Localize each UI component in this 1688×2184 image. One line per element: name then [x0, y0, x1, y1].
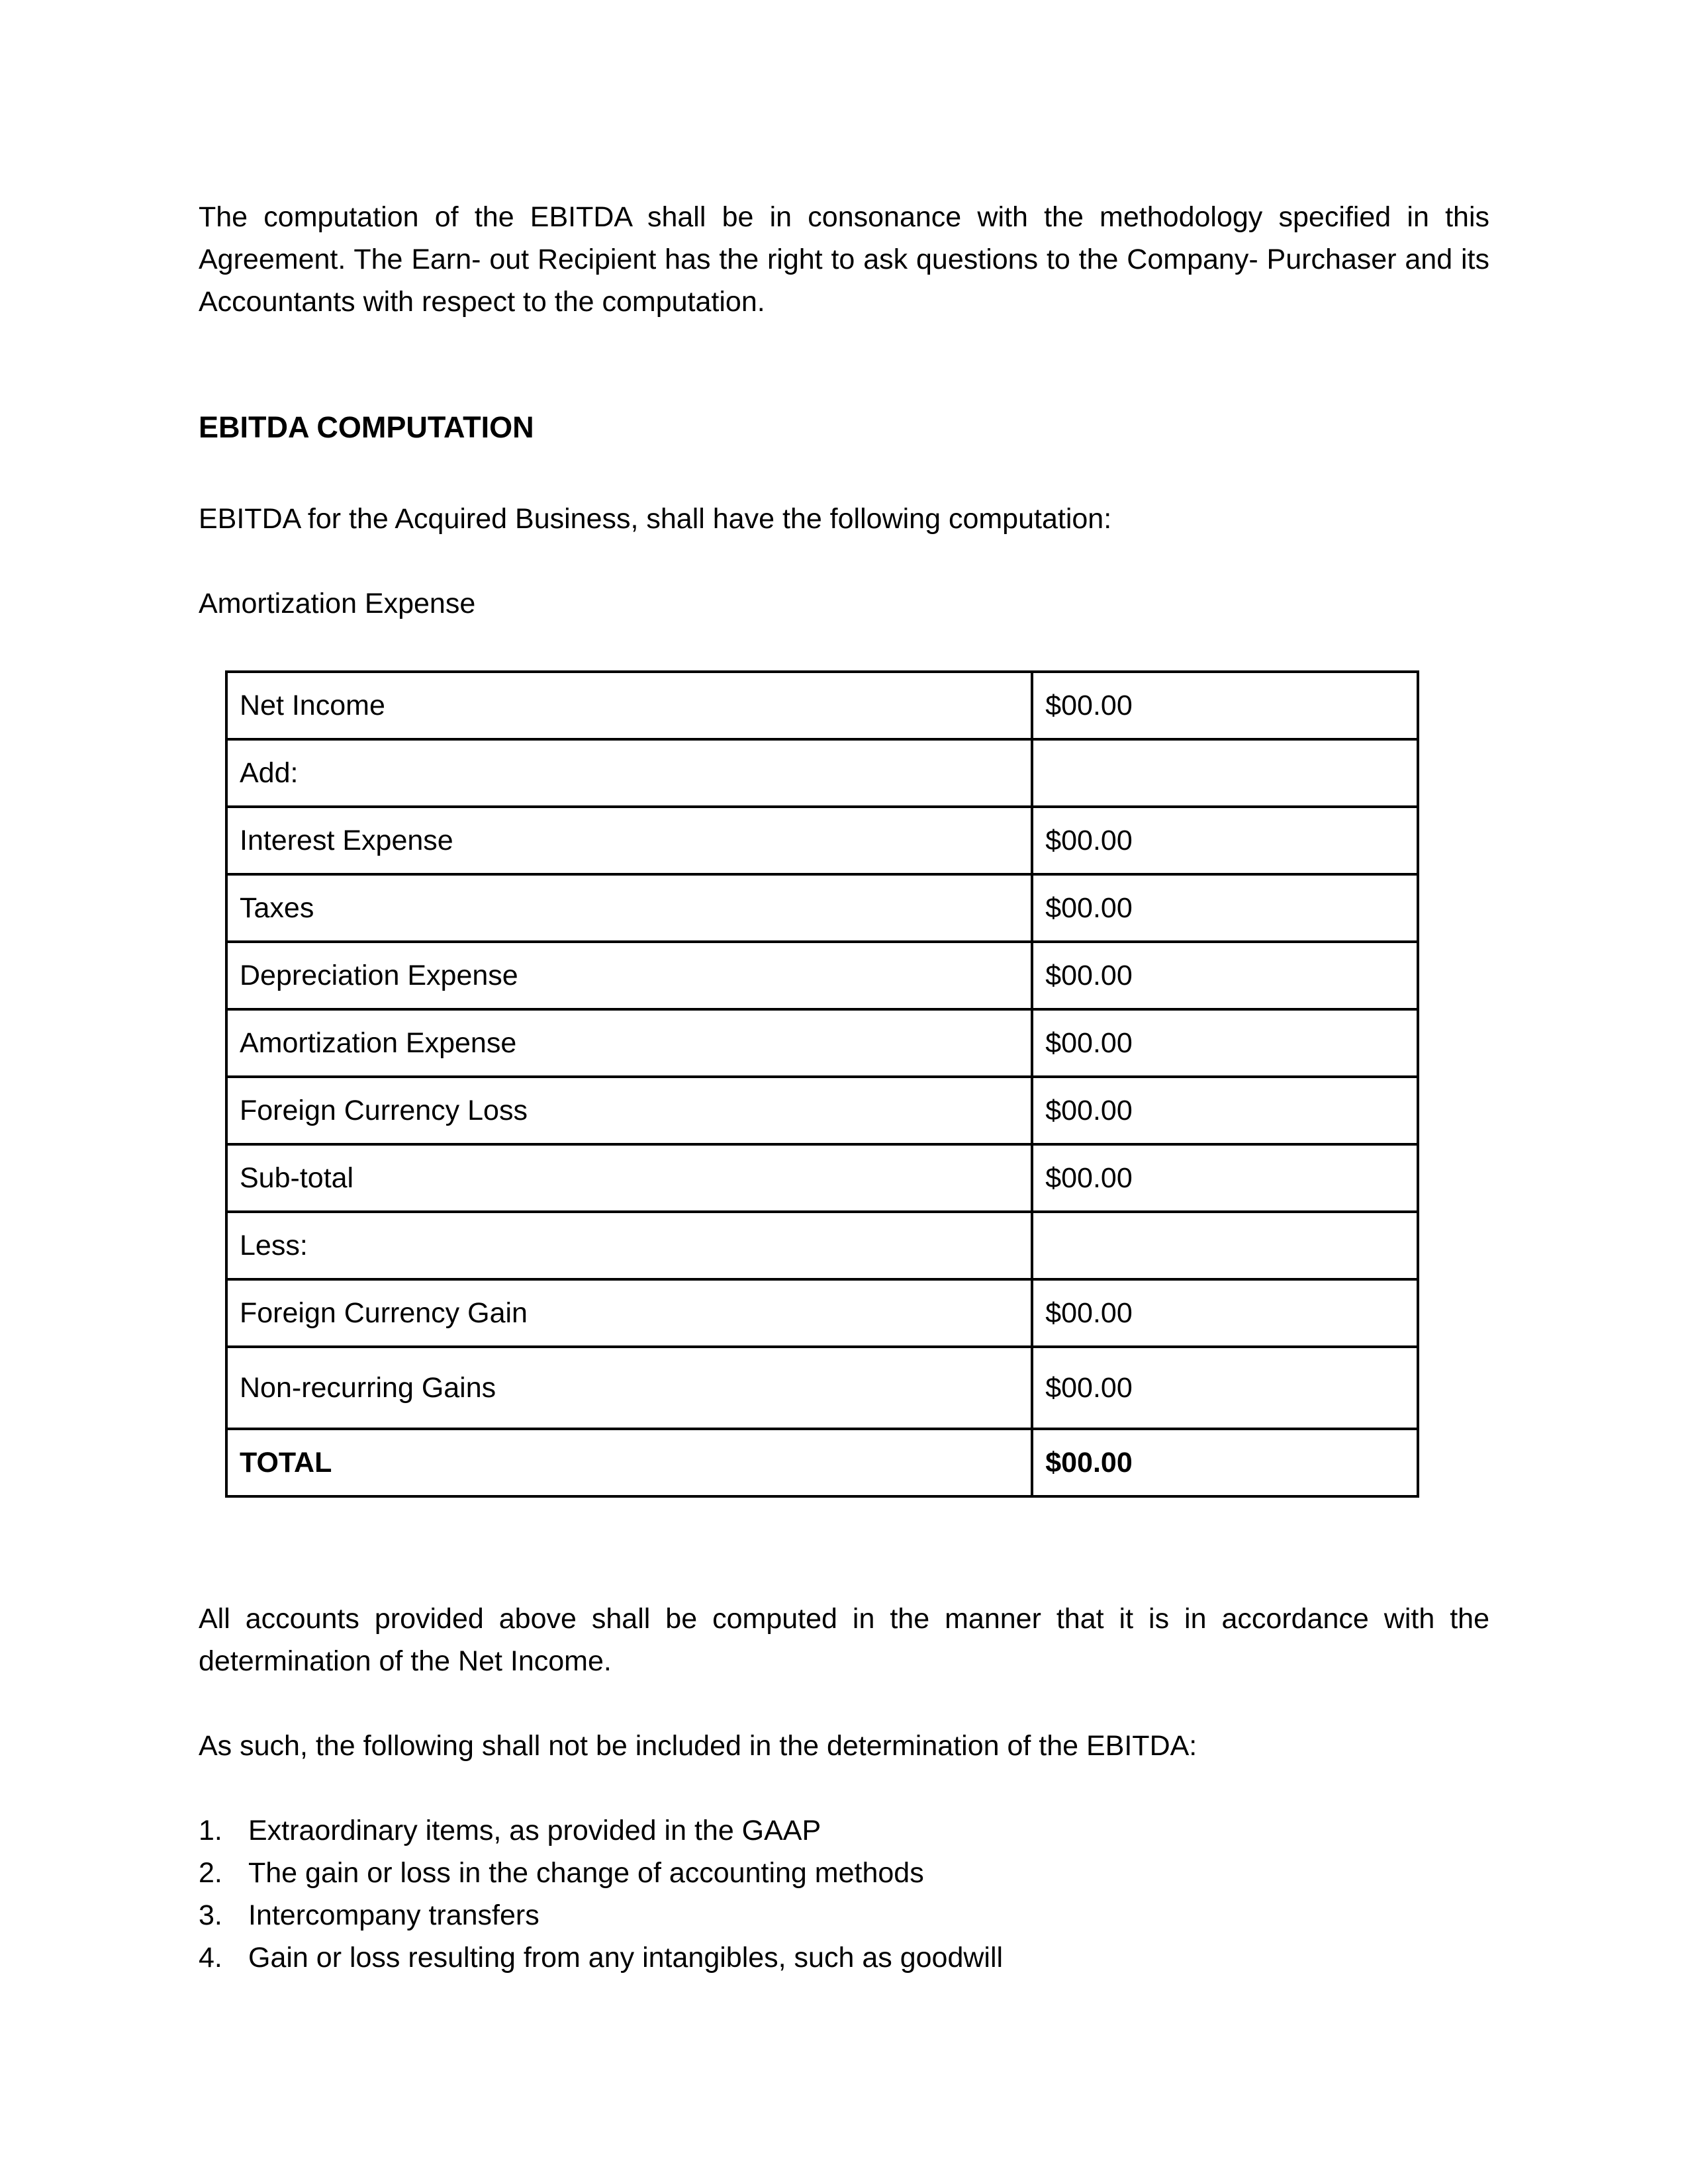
- intro-paragraph: The computation of the EBITDA shall be in consonance with the methodology specified in this Agreement. The Earn- out Recipient has the right to ask questions to the Company- Purchaser and its Accountants with respect to the computation.: [199, 201, 1489, 318]
- exclusions-list: [199, 1809, 1003, 1979]
- total-label: TOTAL: [226, 1429, 1032, 1496]
- section-heading: EBITDA COMPUTATION: [199, 410, 534, 444]
- row-label: Sub-total: [226, 1144, 1032, 1212]
- list-item: [199, 1809, 1003, 1852]
- row-value: $00.00: [1032, 1279, 1418, 1347]
- table-row: [226, 1212, 1418, 1279]
- row-value: $00.00: [1032, 1144, 1418, 1212]
- row-label: Net Income: [226, 672, 1032, 739]
- list-item: [199, 1894, 1003, 1936]
- row-label: Non-recurring Gains: [226, 1347, 1032, 1429]
- table-row: [226, 1144, 1418, 1212]
- row-value: $00.00: [1032, 1077, 1418, 1144]
- table-row: [226, 672, 1418, 739]
- table-row: [226, 1077, 1418, 1144]
- row-value: $00.00: [1032, 672, 1418, 739]
- row-label: Taxes: [226, 874, 1032, 942]
- list-number: 1.: [199, 1815, 222, 1846]
- ebitda-table: [225, 670, 1419, 1498]
- table-row: [226, 1279, 1418, 1347]
- exclusions-intro-paragraph: As such, the following shall not be included in the determination of the EBITDA:: [199, 1730, 1197, 1762]
- lead-paragraph: EBITDA for the Acquired Business, shall have the following computation:: [199, 503, 1112, 535]
- row-value: [1032, 739, 1418, 807]
- row-value: $00.00: [1032, 874, 1418, 942]
- list-text: Gain or loss resulting from any intangibles, such as goodwill: [248, 1942, 1004, 1974]
- row-label: Foreign Currency Gain: [226, 1279, 1032, 1347]
- list-text: Extraordinary items, as provided in the GAAP: [248, 1815, 821, 1846]
- row-value: [1032, 1212, 1418, 1279]
- table-row: [226, 807, 1418, 874]
- total-row: [226, 1429, 1418, 1496]
- row-value: $00.00: [1032, 1009, 1418, 1077]
- list-text: Intercompany transfers: [248, 1899, 539, 1931]
- table-row: [226, 1347, 1418, 1429]
- list-item: [199, 1852, 1003, 1894]
- accounts-note-paragraph: All accounts provided above shall be computed in the manner that it is in accordance with the determination of the Net Income.: [199, 1603, 1489, 1677]
- list-text: The gain or loss in the change of accounting methods: [248, 1857, 924, 1889]
- table-row: [226, 739, 1418, 807]
- row-label: Less:: [226, 1212, 1032, 1279]
- row-label: Interest Expense: [226, 807, 1032, 874]
- row-label: Depreciation Expense: [226, 942, 1032, 1009]
- row-value: $00.00: [1032, 1347, 1418, 1429]
- list-number: 2.: [199, 1857, 222, 1889]
- total-value: $00.00: [1032, 1429, 1418, 1496]
- row-value: $00.00: [1032, 942, 1418, 1009]
- list-number: 4.: [199, 1942, 222, 1974]
- list-number: 3.: [199, 1899, 222, 1931]
- row-label: Amortization Expense: [226, 1009, 1032, 1077]
- row-label: Foreign Currency Loss: [226, 1077, 1032, 1144]
- row-value: $00.00: [1032, 807, 1418, 874]
- table-caption: Amortization Expense: [199, 588, 476, 619]
- row-label: Add:: [226, 739, 1032, 807]
- table-row: [226, 1009, 1418, 1077]
- list-item: [199, 1936, 1003, 1979]
- table-row: [226, 942, 1418, 1009]
- table-row: [226, 874, 1418, 942]
